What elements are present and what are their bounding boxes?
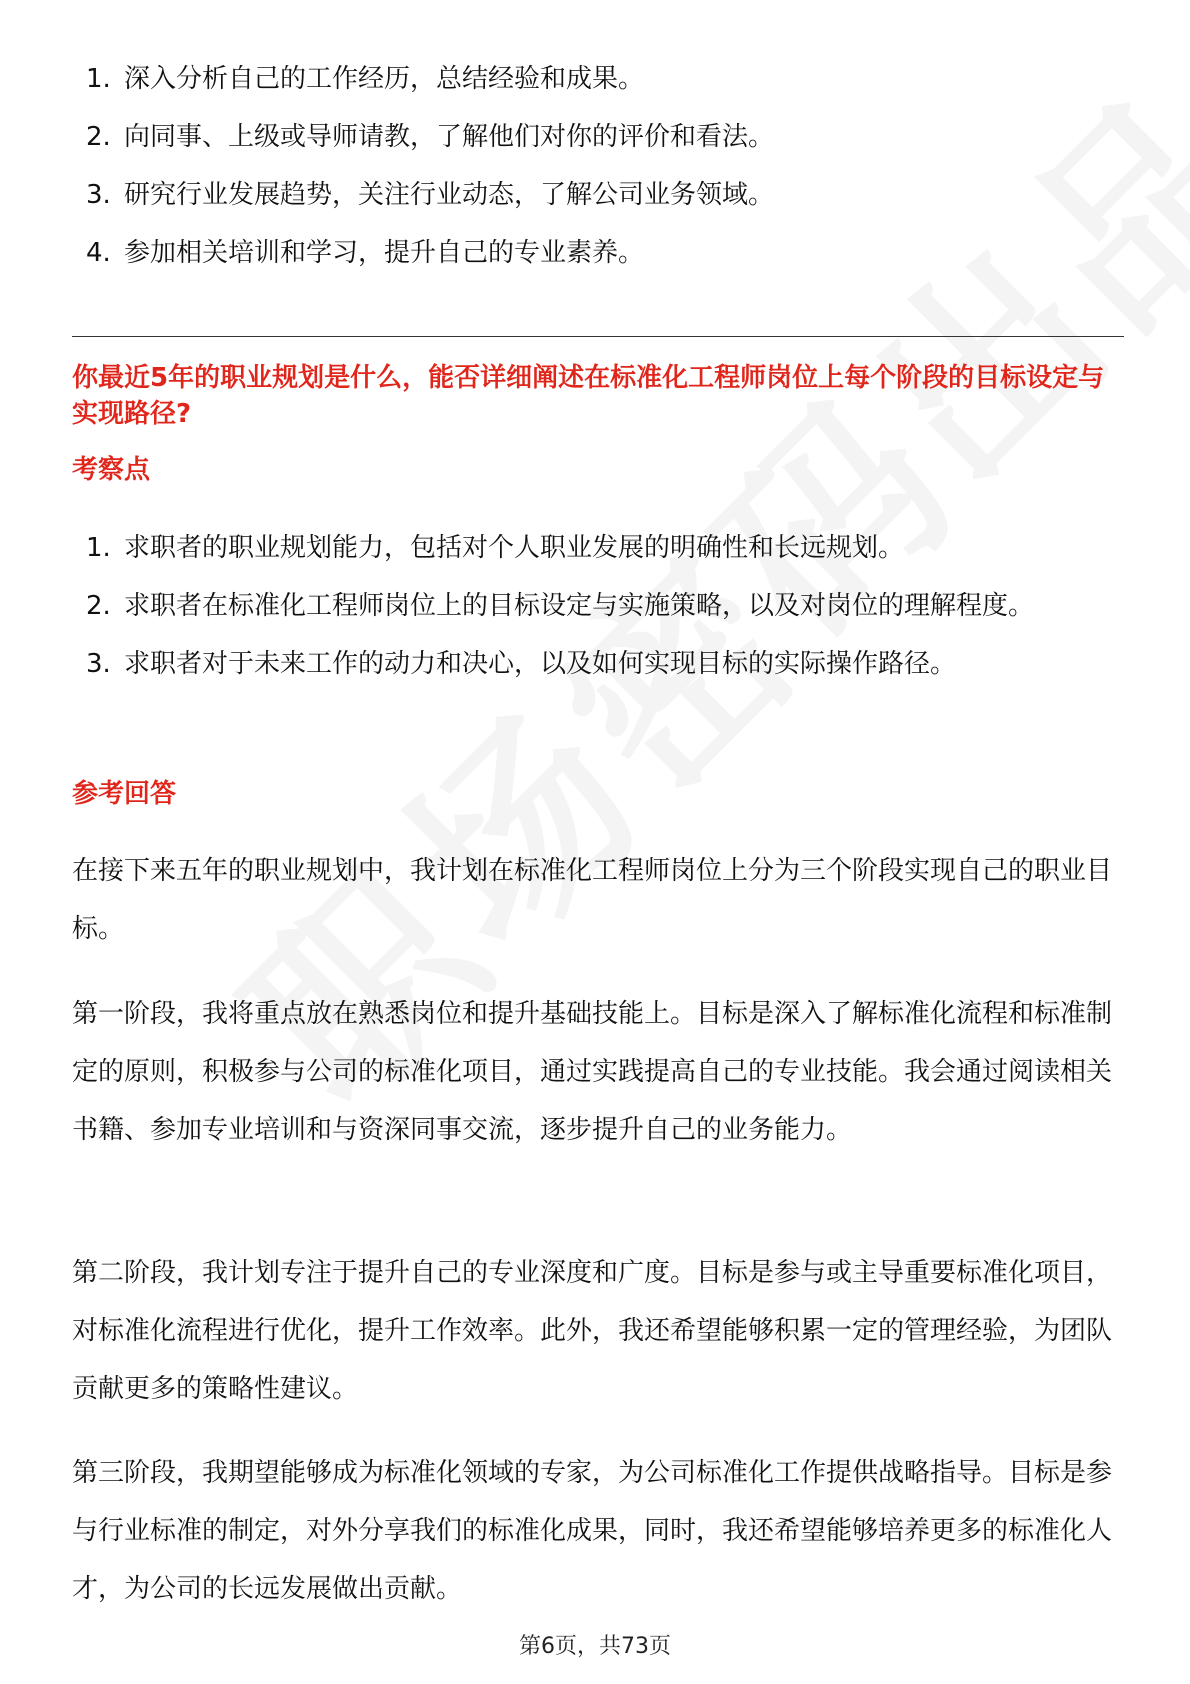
answer-paragraph: 第一阶段，我将重点放在熟悉岗位和提升基础技能上。目标是深入了解标准化流程和标准制定的原则，积极参与公司的标准化项目，通过实践提高自己的专业技能。我会通过阅读相关书籍、参加专业培训和与资深同事交流，逐步提升自己的业务能力。 [72,999,1113,1145]
list-item-text: 深入分析自己的工作经历，总结经验和成果。 [124,64,645,94]
answer-heading: 参考回答 [72,779,177,809]
question-heading: 你最近5年的职业规划是什么，能否详细阐述在标准化工程师岗位上每个阶段的目标设定与实现路径? [72,363,1105,429]
list-item [72,519,1122,577]
list-item [72,577,1122,635]
answer-paragraph: 第二阶段，我计划专注于提升自己的专业深度和广度。目标是参与或主导重要标准化项目，对标准化流程进行优化，提升工作效率。此外，我还希望能够积累一定的管理经验，为团队贡献更多的策略性建议。 [72,1258,1113,1404]
top-numbered-list [72,50,1122,282]
list-item-number: 1. [86,64,111,94]
list-item-text: 研究行业发展趋势，关注行业动态，了解公司业务领域。 [124,180,775,210]
list-item [72,50,1122,108]
answer-paragraph: 在接下来五年的职业规划中，我计划在标准化工程师岗位上分为三个阶段实现自己的职业目标。 [72,856,1113,944]
list-item-text: 求职者对于未来工作的动力和决心，以及如何实现目标的实际操作路径。 [124,649,957,679]
list-item-number: 2. [86,122,111,152]
list-item-text: 参加相关培训和学习，提升自己的专业素养。 [124,238,645,268]
list-item-number: 3. [86,180,111,210]
list-item-text: 求职者在标准化工程师岗位上的目标设定与实施策略，以及对岗位的理解程度。 [124,591,1035,621]
answer-paragraph: 第三阶段，我期望能够成为标准化领域的专家，为公司标准化工作提供战略指导。目标是参与行业标准的制定，对外分享我们的标准化成果，同时，我还希望能够培养更多的标准化人才，为公司的长远发展做出贡献。 [72,1458,1113,1604]
list-item-number: 1. [86,533,111,563]
list-item-text: 求职者的职业规划能力，包括对个人职业发展的明确性和长远规划。 [124,533,905,563]
section-divider [72,336,1124,337]
list-item [72,635,1122,693]
list-item-text: 向同事、上级或导师请教，了解他们对你的评价和看法。 [124,122,775,152]
list-item [72,108,1122,166]
list-item-number: 3. [86,649,111,679]
page-footer: 第6页，共73页 [519,1634,671,1659]
list-item-number: 2. [86,591,111,621]
list-item-number: 4. [86,238,111,268]
focus-heading: 考察点 [72,455,151,485]
focus-numbered-list [72,519,1122,693]
list-item [72,166,1122,224]
list-item [72,224,1122,282]
